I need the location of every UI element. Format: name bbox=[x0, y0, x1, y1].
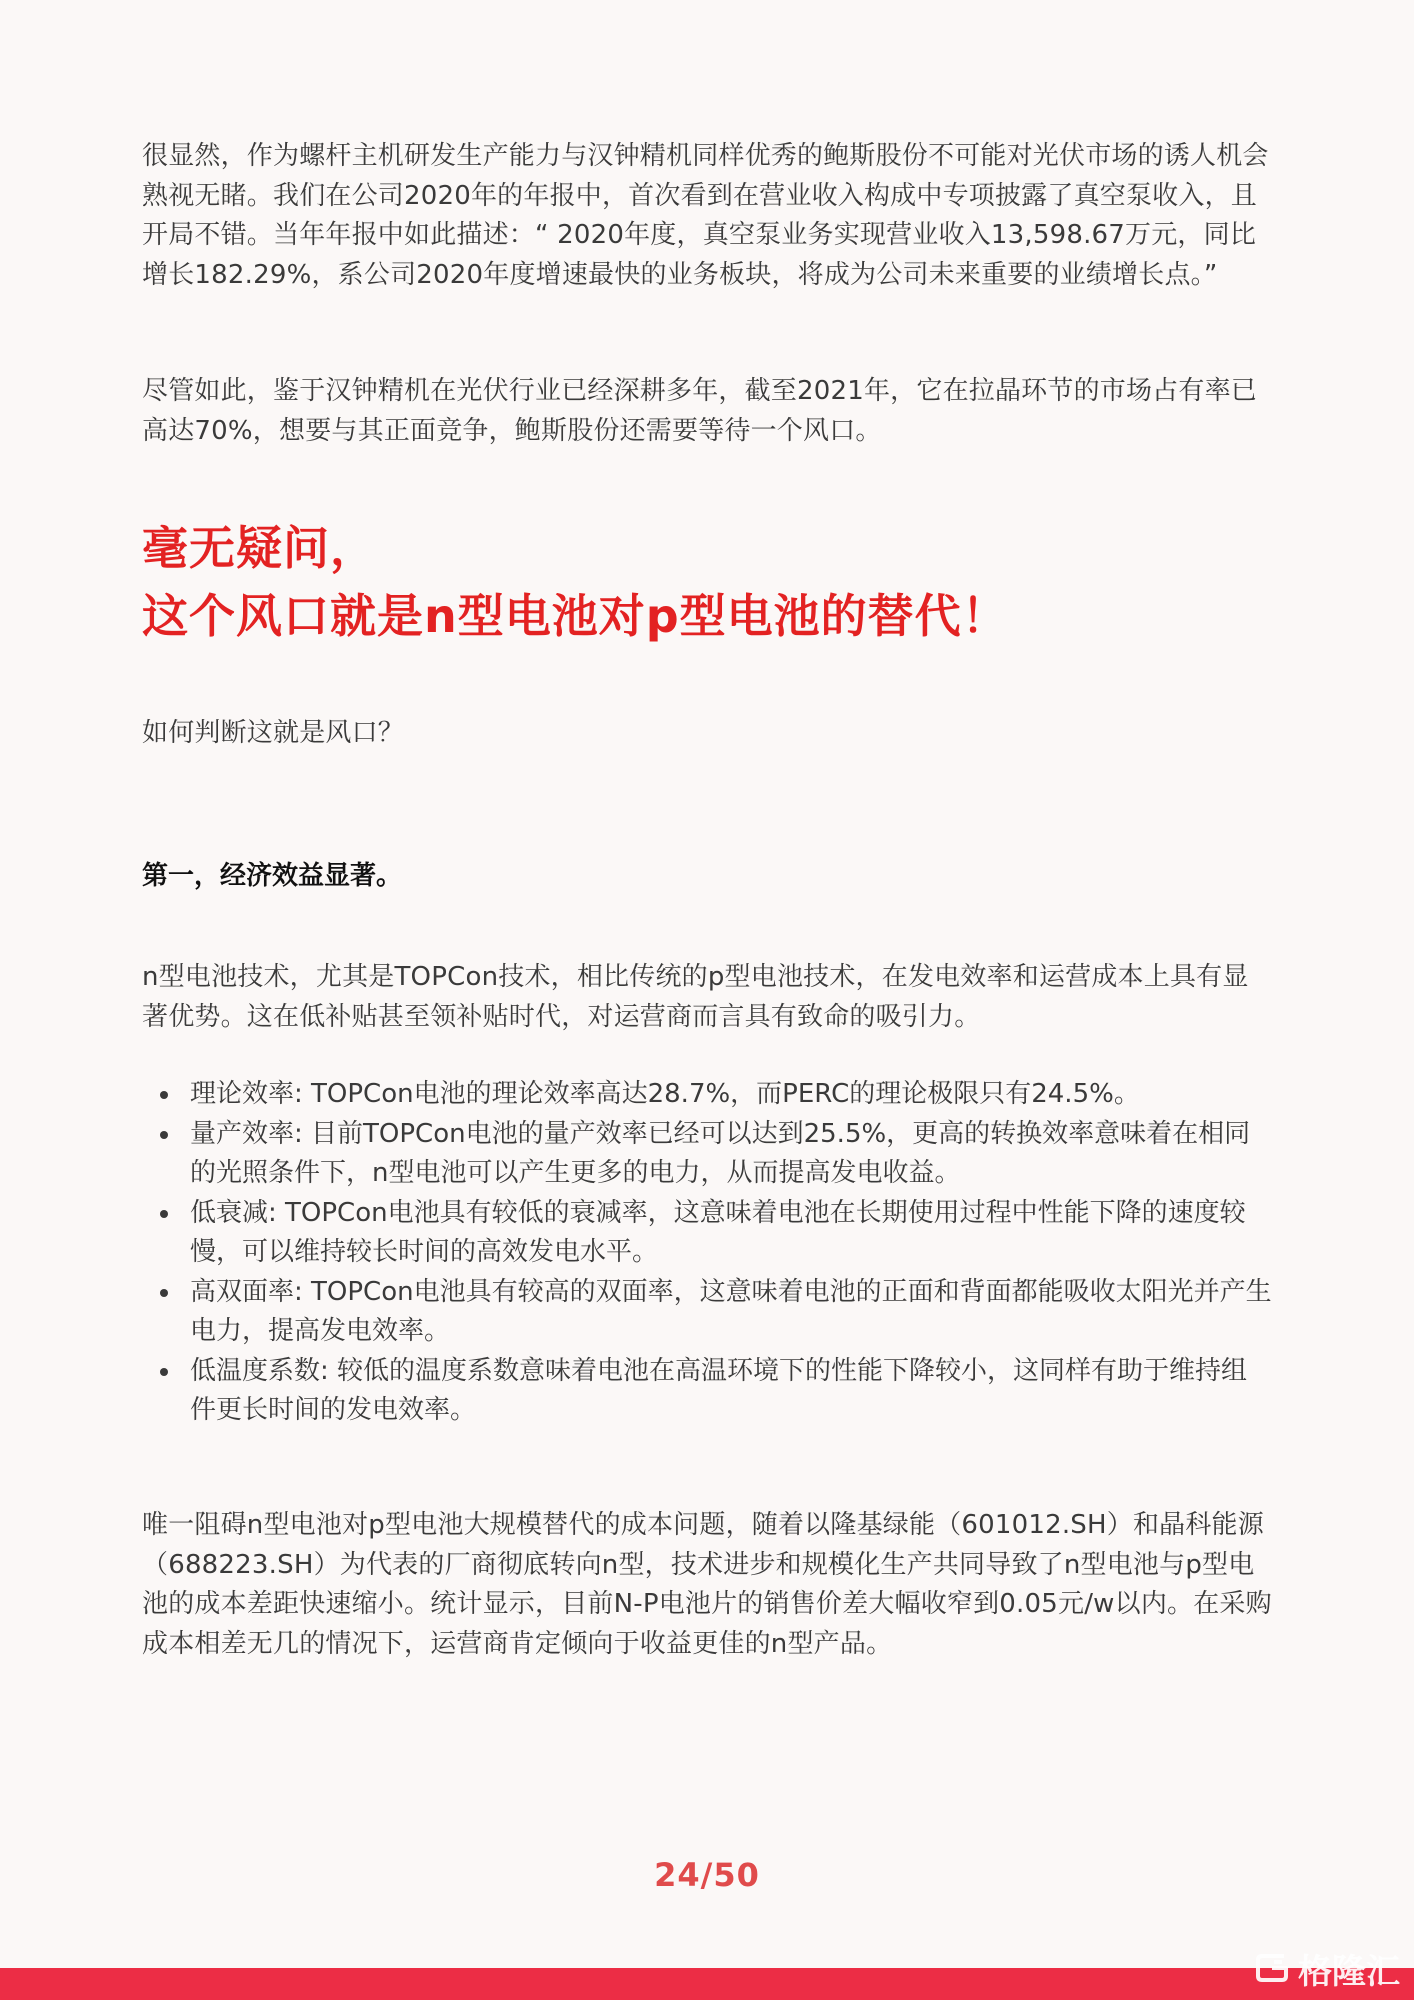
question-text: 如何判断这就是风口？ bbox=[142, 718, 405, 748]
gelonghui-logo-icon bbox=[1252, 1948, 1292, 1988]
bullet-text: 低衰减: TOPCon电池具有较低的衰减率，这意味着电池在长期使用过程中性能下降的速度较慢，可以维持较长时间的高效发电水平。 bbox=[190, 1197, 1246, 1267]
bullet-item bbox=[142, 1115, 1272, 1194]
bullet-item bbox=[142, 1194, 1272, 1273]
body-paragraph: 很显然，作为螺杆主机研发生产能力与汉钟精机同样优秀的鲍斯股份不可能对光伏市场的诱人机会熟视无睹。我们在公司2020年的年报中，首次看到在营业收入构成中专项披露了真空泵收入，且开局不错。当年年报中如此描述：“ 2020年度，真空泵业务实现营业收入13,598.67万元，同比增长182.29%，系公司2020年度增速最快的业务板块，将成为公司未来重要的业绩增长点。” bbox=[142, 141, 1269, 290]
body-paragraph: 尽管如此，鉴于汉钟精机在光伏行业已经深耕多年，截至2021年，它在拉晶环节的市场占有率已高达70%，想要与其正面竞争，鲍斯股份还需要等待一个风口。 bbox=[142, 376, 1257, 446]
bullet-list bbox=[142, 1075, 1272, 1431]
headline-line: 毫无疑问， bbox=[142, 521, 377, 575]
bullet-dot-icon bbox=[160, 1091, 168, 1099]
page-number: 24/50 bbox=[654, 1856, 760, 1894]
bullet-dot-icon bbox=[160, 1210, 168, 1218]
body-paragraph: 唯一阻碍n型电池对p型电池大规模替代的成本问题，随着以隆基绿能（601012.SH）和晶科能源（688223.SH）为代表的厂商彻底转向n型，技术进步和规模化生产共同导致了n型电池与p型电池的成本差距快速缩小。统计显示，目前N-P电池片的销售价差大幅收窄到0.05元/w以内。在采购成本相差无几的情况下，运营商肯定倾向于收益更佳的n型产品。 bbox=[142, 1510, 1272, 1659]
watermark-text: 格隆汇 bbox=[1298, 1951, 1400, 1992]
bottom-accent-bar bbox=[0, 1968, 1414, 2000]
bullet-text: 高双面率: TOPCon电池具有较高的双面率，这意味着电池的正面和背面都能吸收太阳光并产生电力，提高发电效率。 bbox=[190, 1276, 1272, 1346]
red-headline bbox=[142, 514, 1272, 650]
bullet-item bbox=[142, 1352, 1272, 1431]
bullet-item bbox=[142, 1075, 1272, 1115]
gelonghui-watermark bbox=[1252, 1944, 1400, 1992]
headline-line: 这个风口就是n型电池对p型电池的替代！ bbox=[142, 589, 1009, 643]
bullet-dot-icon bbox=[160, 1289, 168, 1297]
bullet-dot-icon bbox=[160, 1131, 168, 1139]
bullet-text: 理论效率: TOPCon电池的理论效率高达28.7%，而PERC的理论极限只有24.5%。 bbox=[190, 1079, 1140, 1109]
section-heading: 第一，经济效益显著。 bbox=[142, 861, 403, 891]
bullet-text: 量产效率: 目前TOPCon电池的量产效率已经可以达到25.5%，更高的转换效率意味着在相同的光照条件下，n型电池可以产生更多的电力，从而提高发电收益。 bbox=[190, 1118, 1251, 1188]
bullet-item bbox=[142, 1273, 1272, 1352]
bullet-text: 低温度系数: 较低的温度系数意味着电池在高温环境下的性能下降较小，这同样有助于维持组件更长时间的发电效率。 bbox=[190, 1355, 1248, 1425]
body-paragraph: n型电池技术，尤其是TOPCon技术，相比传统的p型电池技术，在发电效率和运营成本上具有显著优势。这在低补贴甚至领补贴时代，对运营商而言具有致命的吸引力。 bbox=[142, 962, 1249, 1032]
bullet-dot-icon bbox=[160, 1368, 168, 1376]
